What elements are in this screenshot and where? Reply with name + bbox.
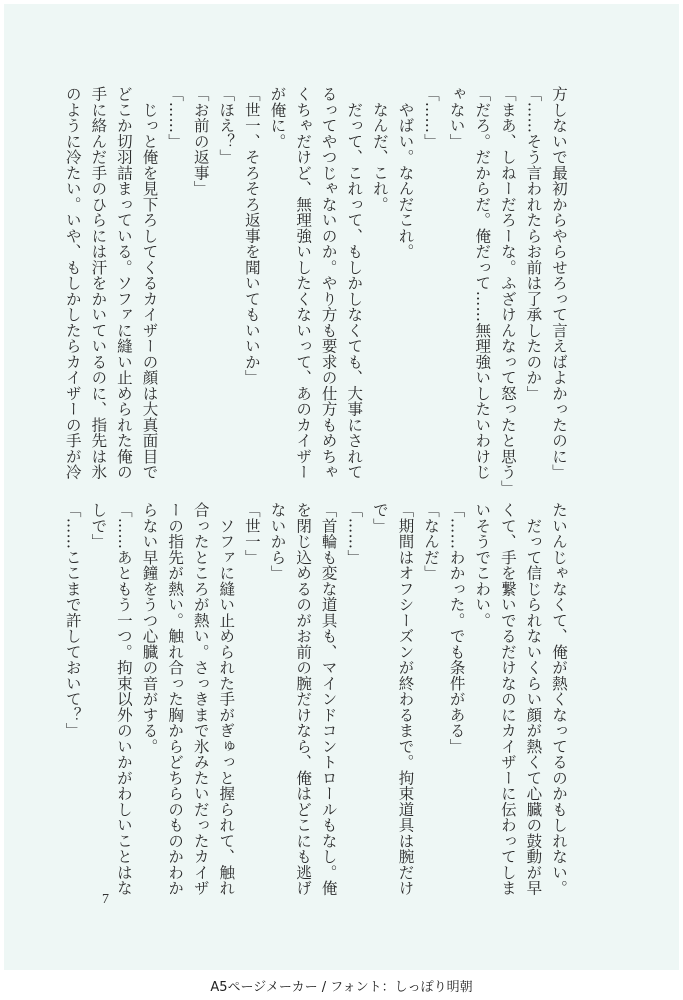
text-line: 「……わかった。でも条件がある」 (447, 502, 466, 754)
text-line: 「……」 (166, 86, 185, 149)
text-line: だって、これって、もしかしなくても、大事にされて (345, 86, 364, 480)
text-line: 「期間はオフシーズンが終わるまで。拘束道具は腕だけ (396, 502, 415, 896)
text-line: ないから」 (268, 502, 287, 581)
text-line: だって信じられないくらい顔が熱くて心臓の鼓動が早 (524, 502, 543, 896)
footer-credit: A5ページメーカー / フォント：しっぽり明朝 (210, 980, 473, 995)
text-line: 方しないで最初からやらせろって言えばよかったのに」 (550, 86, 568, 480)
upper-text-block (59, 86, 571, 496)
text-line: 「……そう言われたらお前は了承したのか」 (524, 86, 543, 401)
text-line: ーの指先が熱い。触れ合った胸からどちらのものかわか (166, 502, 185, 896)
text-line: しで」 (89, 502, 108, 550)
text-line: いそうでこわい。 (473, 502, 492, 628)
text-line: 手に絡んだ手のひらには汗をかいているのに、指先は氷 (89, 86, 108, 480)
text-line: ソファに縫い止められた手がぎゅっと握られて、触れ (217, 502, 236, 896)
text-line: で」 (370, 502, 389, 534)
text-line: 「だろ。だからだ。俺だって……無理強いしたいわけじ (473, 86, 492, 480)
page-number: 7 (102, 892, 109, 907)
text-line: のように冷たい。いや、もしかしたらカイザーの手が冷 (63, 86, 82, 480)
text-line: らない早鐘をうつ心臓の音がする。 (140, 502, 159, 754)
text-line: どこか切羽詰まっている。ソファに縫い止められた俺の (114, 86, 133, 480)
text-line: じっと俺を見下ろしてくるカイザーの顔は大真面目で (140, 86, 159, 480)
text-line: 「首輪も変な道具も、マインドコントロールもなし。俺 (319, 502, 338, 896)
text-line: 「世一」 (242, 502, 261, 565)
text-line: 「……」 (345, 502, 364, 565)
text-line: を閉じ込めるのがお前の腕だけなら、俺はどこにも逃げ (294, 502, 313, 896)
text-line: が俺に。 (268, 86, 287, 149)
lower-text-block (59, 502, 571, 896)
text-line: 「世一、そろそろ返事を聞いてもいいか」 (242, 86, 261, 386)
text-line: くちゃだけど、無理強いしたくないって、あのカイザー (294, 86, 313, 480)
text-line: 「なんだ」 (422, 502, 441, 581)
text-line: 「お前の返事」 (191, 86, 210, 197)
text-line: たいんじゃなくて、俺が熱くなってるのかもしれない。 (550, 502, 568, 896)
text-line: なんだ、これ。 (370, 86, 389, 212)
text-line: くて、手を繋いでるだけなのにカイザーに伝わってしま (498, 502, 517, 896)
text-line: ゃない」 (447, 86, 466, 149)
text-line: 「……あともう一つ。拘束以外のいかがわしいことはな (114, 502, 133, 896)
book-page (4, 4, 679, 970)
text-line: 「……」 (422, 86, 441, 149)
text-line: 合ったところが熱い。さっきまで氷みたいだったカイザ (191, 502, 210, 896)
text-line: 「ほえ？」 (217, 86, 236, 165)
text-line: やばい。なんだこれ。 (396, 86, 415, 260)
text-line: るってやつじゃないのか。やり方も要求の仕方もめちゃ (319, 86, 338, 480)
text-line: 「……ここまで許しておいて？」 (63, 502, 82, 739)
text-line: 「まあ、しねーだろーな。ふざけんなって怒ったと思う」 (498, 86, 517, 496)
